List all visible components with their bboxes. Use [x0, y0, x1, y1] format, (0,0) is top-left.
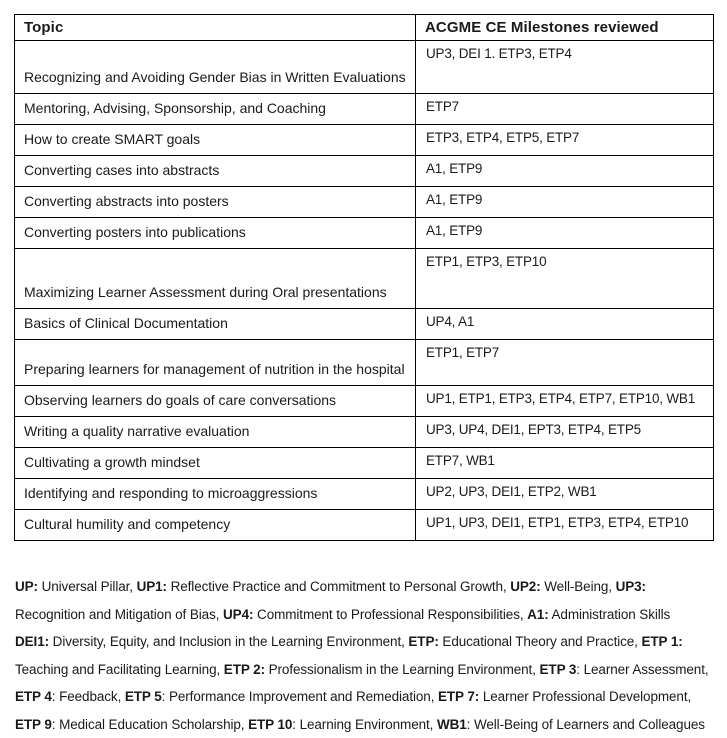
legend-line: [15, 601, 714, 629]
legend-abbr: ETP 10: [248, 717, 292, 732]
milestones-cell: ETP3, ETP4, ETP5, ETP7: [416, 125, 714, 156]
legend-abbr: DEI1:: [15, 634, 49, 649]
table-row: [15, 448, 714, 479]
table-row: [15, 156, 714, 187]
legend-line: [15, 711, 714, 738]
legend-text: : Well-Being of Learners and Colleagues: [467, 717, 705, 732]
legend-abbr: ETP 1:: [642, 634, 683, 649]
milestones-cell: UP1, ETP1, ETP3, ETP4, ETP7, ETP10, WB1: [416, 386, 714, 417]
milestones-cell: UP3, DEI 1. ETP3, ETP4: [416, 41, 714, 94]
milestones-cell: A1, ETP9: [416, 187, 714, 218]
milestones-cell: UP2, UP3, DEI1, ETP2, WB1: [416, 479, 714, 510]
legend-text: : Learning Environment,: [292, 717, 437, 732]
table-row: [15, 187, 714, 218]
legend-text: Recognition and Mitigation of Bias,: [15, 607, 223, 622]
topic-cell: Writing a quality narrative evaluation: [15, 417, 416, 448]
milestones-cell: UP3, UP4, DEI1, EPT3, ETP4, ETP5: [416, 417, 714, 448]
milestones-cell: A1, ETP9: [416, 156, 714, 187]
topic-cell: Cultural humility and competency: [15, 510, 416, 541]
table-row: [15, 340, 714, 386]
topic-cell: Basics of Clinical Documentation: [15, 309, 416, 340]
table-row: [15, 41, 714, 94]
milestones-cell: ETP1, ETP7: [416, 340, 714, 386]
legend-line: [15, 573, 714, 601]
milestones-cell: UP4, A1: [416, 309, 714, 340]
legend-text: : Learner Assessment,: [576, 662, 708, 677]
table-row: [15, 309, 714, 340]
legend-abbr: UP3:: [616, 579, 646, 594]
milestones-cell: ETP1, ETP3, ETP10: [416, 249, 714, 309]
table-row: [15, 479, 714, 510]
table-row: [15, 417, 714, 448]
legend-abbr: UP4:: [223, 607, 253, 622]
legend-abbr: ETP 5: [125, 689, 162, 704]
legend-text: Well-Being,: [541, 579, 616, 594]
legend-line: [15, 683, 714, 711]
legend-text: Commitment to Professional Responsibilities,: [253, 607, 527, 622]
legend-text: Administration Skills: [549, 607, 671, 622]
milestones-table-body: [15, 41, 714, 541]
legend-abbr: A1:: [527, 607, 548, 622]
legend-abbr: ETP 7:: [438, 689, 479, 704]
milestones-cell: A1, ETP9: [416, 218, 714, 249]
column-header-milestones: ACGME CE Milestones reviewed: [416, 15, 714, 41]
legend-text: : Performance Improvement and Remediation,: [162, 689, 438, 704]
table-row: [15, 94, 714, 125]
legend-abbr: ETP:: [408, 634, 438, 649]
table-row: [15, 249, 714, 309]
legend-text: Teaching and Facilitating Learning,: [15, 662, 224, 677]
milestones-cell: ETP7: [416, 94, 714, 125]
legend-line: [15, 628, 714, 656]
legend-text: Professionalism in the Learning Environment,: [265, 662, 540, 677]
milestones-table: [14, 14, 714, 541]
legend-text: : Medical Education Scholarship,: [52, 717, 248, 732]
legend-abbr: UP2:: [510, 579, 540, 594]
column-header-topic: Topic: [15, 15, 416, 41]
topic-cell: Maximizing Learner Assessment during Oral presentations: [15, 249, 416, 309]
milestones-legend: [15, 573, 714, 738]
legend-text: Diversity, Equity, and Inclusion in the Learning Environment,: [49, 634, 408, 649]
legend-abbr: WB1: [437, 717, 467, 732]
legend-abbr: ETP 4: [15, 689, 52, 704]
topic-cell: Converting abstracts into posters: [15, 187, 416, 218]
table-row: [15, 125, 714, 156]
topic-cell: Identifying and responding to microaggressions: [15, 479, 416, 510]
legend-text: Educational Theory and Practice,: [439, 634, 642, 649]
table-row: [15, 218, 714, 249]
legend-text: : Feedback,: [52, 689, 125, 704]
table-row: [15, 510, 714, 541]
legend-abbr: UP:: [15, 579, 38, 594]
topic-cell: Recognizing and Avoiding Gender Bias in Written Evaluations: [15, 41, 416, 94]
legend-text: Reflective Practice and Commitment to Personal Growth,: [167, 579, 510, 594]
header-row: [15, 15, 714, 41]
topic-cell: Converting posters into publications: [15, 218, 416, 249]
milestones-cell: UP1, UP3, DEI1, ETP1, ETP3, ETP4, ETP10: [416, 510, 714, 541]
topic-cell: Observing learners do goals of care conversations: [15, 386, 416, 417]
topic-cell: Mentoring, Advising, Sponsorship, and Coaching: [15, 94, 416, 125]
legend-text: Universal Pillar,: [38, 579, 137, 594]
legend-text: Learner Professional Development,: [479, 689, 691, 704]
legend-abbr: ETP 9: [15, 717, 52, 732]
topic-cell: Cultivating a growth mindset: [15, 448, 416, 479]
legend-abbr: ETP 2:: [224, 662, 265, 677]
legend-abbr: UP1:: [137, 579, 167, 594]
milestones-cell: ETP7, WB1: [416, 448, 714, 479]
legend-line: [15, 656, 714, 684]
table-row: [15, 386, 714, 417]
topic-cell: How to create SMART goals: [15, 125, 416, 156]
legend-abbr: ETP 3: [540, 662, 577, 677]
topic-cell: Converting cases into abstracts: [15, 156, 416, 187]
topic-cell: Preparing learners for management of nutrition in the hospital: [15, 340, 416, 386]
